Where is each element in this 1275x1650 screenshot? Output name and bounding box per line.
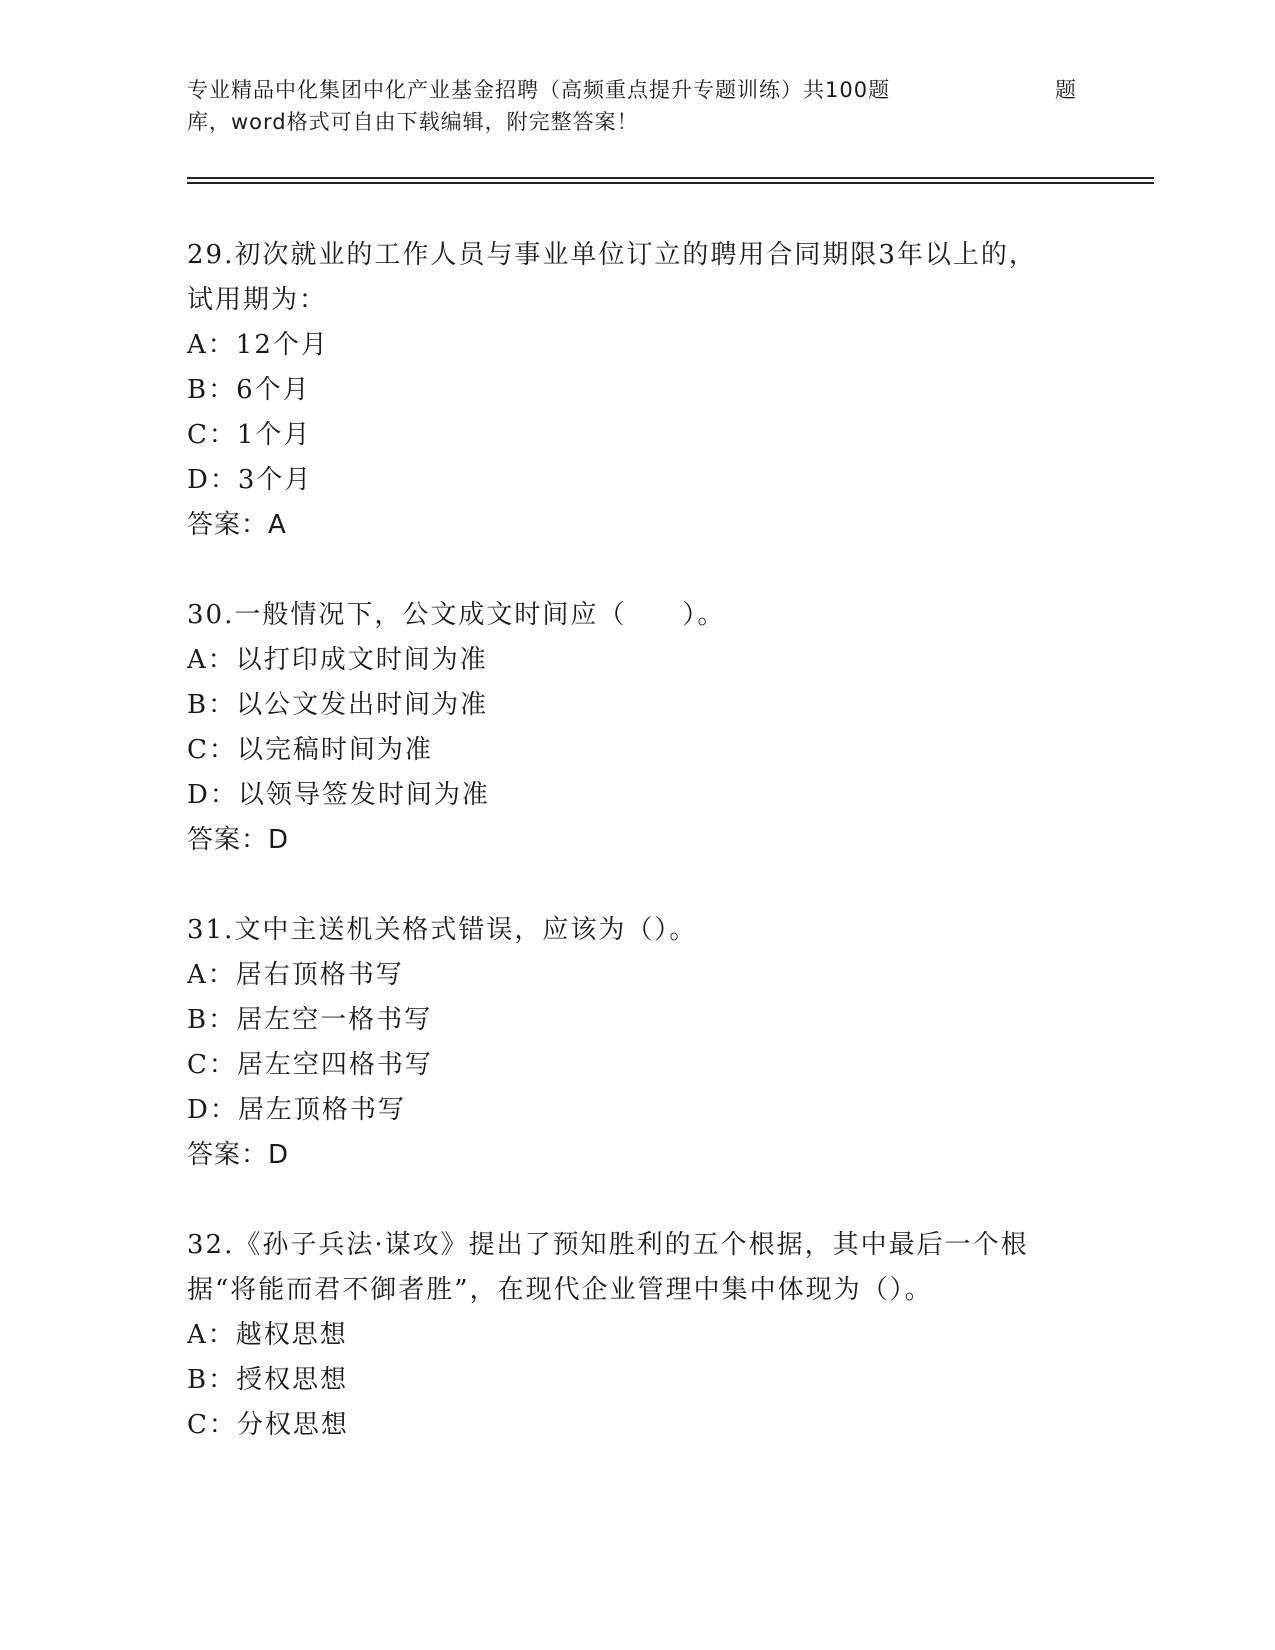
option-d: D：居左顶格书写 bbox=[187, 1095, 406, 1125]
option-a: A：居右顶格书写 bbox=[187, 960, 404, 990]
option-a: A：以打印成文时间为准 bbox=[187, 645, 488, 675]
header-title-wrap-char: 题 bbox=[1055, 78, 1077, 102]
option-c: C：居左空四格书写 bbox=[187, 1050, 433, 1080]
question-stem: 试用期为： bbox=[187, 285, 328, 315]
answer-label: 答案：D bbox=[187, 1140, 290, 1170]
answer-label: 答案：A bbox=[187, 510, 287, 540]
option-c: C：分权思想 bbox=[187, 1410, 349, 1440]
option-d: D：以领导签发时间为准 bbox=[187, 780, 490, 810]
option-b: B：6个月 bbox=[187, 375, 311, 405]
option-b: B：授权思想 bbox=[187, 1365, 349, 1395]
question-stem: 31.文中主送机关格式错误，应该为（）。 bbox=[187, 915, 698, 945]
option-c: C：1个月 bbox=[187, 420, 312, 450]
question-stem: 据“将能而君不御者胜”，在现代企业管理中集中体现为（）。 bbox=[187, 1275, 933, 1305]
option-a: A：12个月 bbox=[187, 330, 329, 360]
question-stem: 29.初次就业的工作人员与事业单位订立的聘用合同期限3年以上的， bbox=[187, 240, 1037, 270]
option-b: B：以公文发出时间为准 bbox=[187, 690, 489, 720]
option-d: D：3个月 bbox=[187, 465, 313, 495]
header-rule-bottom bbox=[187, 182, 1154, 184]
question-31 bbox=[187, 908, 1087, 1178]
answer-label: 答案：D bbox=[187, 825, 290, 855]
question-32 bbox=[187, 1223, 1087, 1448]
option-c: C：以完稿时间为准 bbox=[187, 735, 433, 765]
header-rule-top bbox=[187, 177, 1154, 179]
question-30 bbox=[187, 593, 1087, 863]
option-a: A：越权思想 bbox=[187, 1320, 348, 1350]
question-stem: 30.一般情况下，公文成文时间应（ ）。 bbox=[187, 600, 726, 630]
question-29 bbox=[187, 233, 1087, 548]
question-stem: 32.《孙子兵法·谋攻》提出了预知胜利的五个根据，其中最后一个根 bbox=[187, 1230, 1029, 1260]
header-title-line-1 bbox=[187, 74, 1087, 106]
page-header bbox=[187, 74, 1087, 138]
header-title-text: 专业精品中化集团中化产业基金招聘（高频重点提升专题训练）共100题 bbox=[187, 78, 891, 102]
option-b: B：居左空一格书写 bbox=[187, 1005, 433, 1035]
header-title-line-2: 库，word格式可自由下载编辑，附完整答案！ bbox=[187, 110, 639, 134]
question-list bbox=[187, 233, 1087, 1493]
